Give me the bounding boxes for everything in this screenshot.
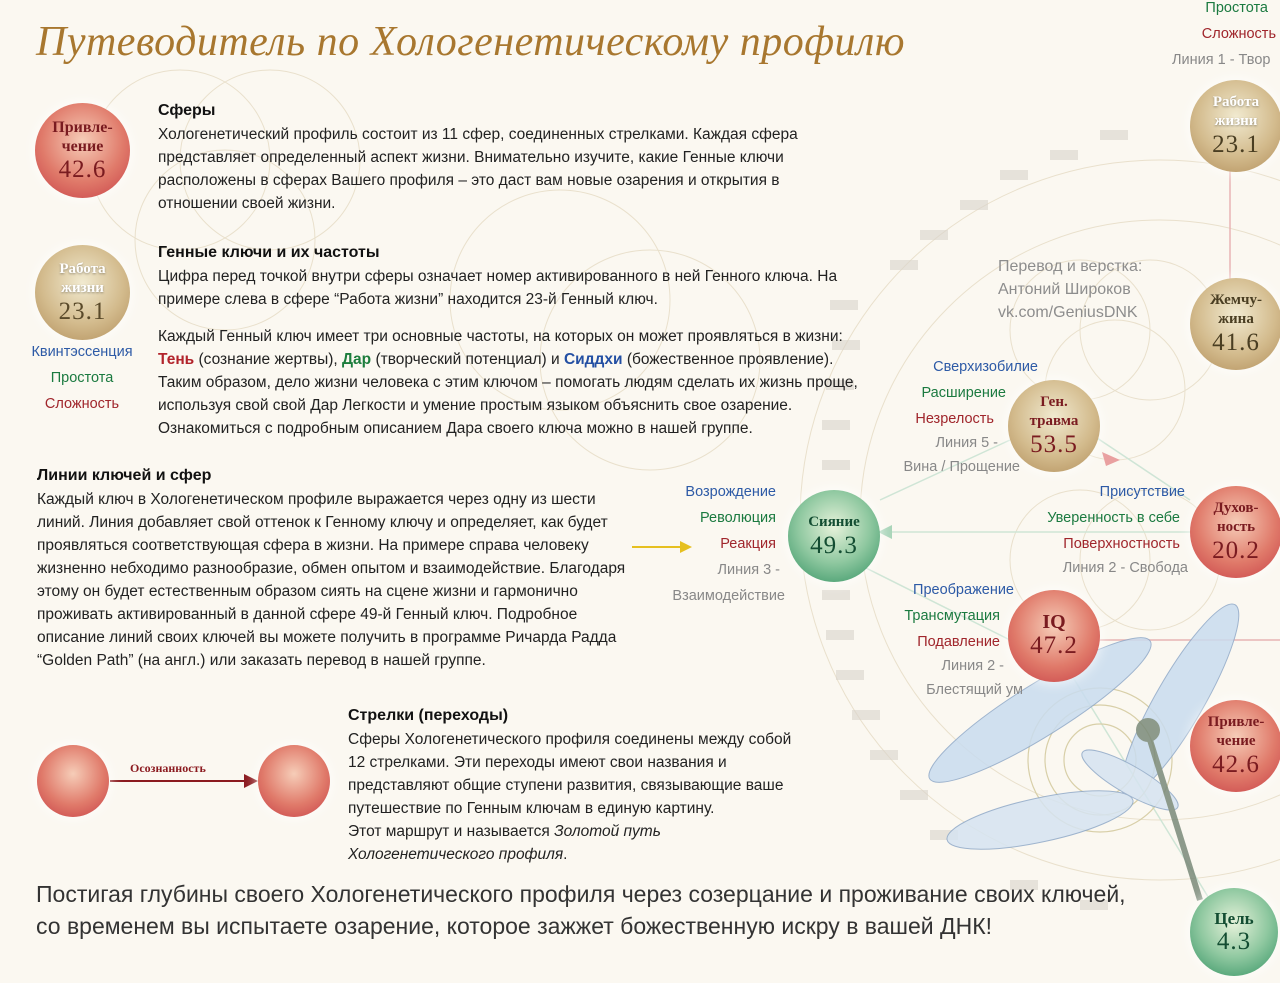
sphere-name: Духов- ность: [1213, 500, 1259, 535]
trauma-freq-3: Незрелость: [915, 411, 994, 427]
closing-statement: Постигая глубины своего Хологенетического профиля через созерцание и проживание своих ключей, со временем вы испытаете озарение, которое зажжет божественную искру в вашей ДНК!: [36, 881, 1126, 939]
freq-siddhi: Квинтэссенция: [31, 344, 133, 360]
top-right-line: Линия 1 - Твор: [1172, 52, 1271, 68]
lines-text: Каждый ключ в Хологенетическом профиле выражается через одну из шести линий. Линия добавляет свой оттенок к Генному ключу и определяет, как будет проявляться соответствующая сфера в жизни. На примере справа человеку жизненно небходимо разнообразие, обмен опытом и взаимодействие. Благодаря этому он будет естественным образом сиять на сцене жизни и гармонично проживать активированный в данной сфере 49-й Генный ключ. Подробное описание линий своих ключей вы можете получить в программе Ричарда Радда “Golden Path” (на англ.) или заказать перевод в нашей группе.: [37, 491, 626, 669]
arrows-text-end: .: [563, 846, 568, 863]
sphere-value: 53.5: [1030, 431, 1078, 458]
radiance-line-2: Взаимодействие: [672, 588, 785, 604]
sphere-name: Цель: [1214, 908, 1254, 928]
example-sphere-attraction: [35, 103, 130, 198]
spirit-freq-3: Поверхностность: [1063, 536, 1180, 552]
top-right-freq-1: Простота: [1205, 0, 1268, 16]
sphere-name: Ген. травма: [1029, 394, 1079, 429]
sphere-attraction: [1190, 700, 1280, 792]
sphere-value: 20.2: [1212, 537, 1260, 564]
sphere-name: Жемчу- жина: [1210, 292, 1262, 327]
page-title: Путеводитель по Хологенетическому профилю: [36, 19, 905, 65]
credit-line-2: Антоний Широков: [998, 281, 1131, 298]
trauma-freq-1: Сверхизобилие: [933, 359, 1038, 375]
sphere-radiance: [788, 490, 880, 582]
arrows-text: [348, 728, 808, 866]
sphere-lifework: [1190, 80, 1280, 172]
trauma-freq-2: Расширение: [921, 385, 1006, 401]
spirit-freq-1: Присутствие: [1099, 484, 1185, 500]
siddhi-word: Сиддхи: [563, 351, 623, 368]
sphere-iq: [1008, 590, 1100, 682]
spheres-heading: Сферы: [158, 102, 216, 119]
sphere-name: Работа жизни: [59, 260, 106, 296]
arrow-label: Осознанность: [130, 761, 206, 775]
sphere-spirit: [1190, 486, 1280, 578]
example-arrow-sphere-left: [37, 745, 109, 817]
trauma-line-2: Вина / Прощение: [903, 459, 1020, 475]
sphere-purpose: [1190, 888, 1278, 976]
iq-line: Линия 2 -: [941, 658, 1004, 674]
keys-heading: Генные ключи и их частоты: [158, 244, 380, 261]
shadow-desc: (сознание жертвы),: [194, 351, 343, 368]
sphere-value: 23.1: [1212, 131, 1260, 158]
sphere-name: Работа жизни: [1212, 94, 1260, 129]
iq-freq-1: Преображение: [913, 582, 1014, 598]
arrows-text-b: Этот маршрут и называется: [348, 823, 555, 840]
sphere-value: 23.1: [58, 297, 107, 325]
freq-shadow: Сложность: [44, 396, 120, 412]
radiance-freq-3: Реакция: [720, 536, 776, 552]
sphere-name: Привле- чение: [1207, 714, 1265, 749]
keys-text-1: Цифра перед точкой внутри сферы означает номер активированного в ней Генного ключа. На примере слева в сфере “Работа жизни” находится 23-й Генный ключ.: [158, 268, 838, 308]
keys-text-2b: Таким образом, дело жизни человека с этим ключом – помогать людям сделать их жизнь проще, используя свой свой Дар Легкости и умение простым языком объяснить свое озарение. Ознакомиться с подробным описанием Дара своего ключа можно в нашей группе.: [158, 374, 858, 437]
keys-text-2: [158, 325, 878, 440]
top-right-freq-2: Сложность: [1201, 26, 1276, 42]
arrows-text-a: Сферы Хологенетического профиля соединены между собой 12 стрелками. Эти переходы имеют свои названия и представляют общие ступени развития, связывающие ваше путешествие по Генным ключам в единую картину.: [348, 731, 792, 817]
gift-word: Дар: [342, 351, 372, 368]
example-sphere-lifework: [35, 245, 130, 340]
sphere-pearl: [1190, 278, 1280, 370]
example-arrow-sphere-right: [258, 745, 330, 817]
keys-text-2a: Каждый Генный ключ имеет три основные частоты, на которых он может проявляться в жизни:: [158, 328, 843, 345]
credit-line-1: Перевод и верстка:: [998, 258, 1143, 275]
radiance-line: Линия 3 -: [717, 562, 780, 578]
radiance-freq-2: Революция: [700, 510, 776, 526]
credit-block: [998, 255, 1142, 324]
spirit-line: Линия 2 - Свобода: [1062, 560, 1188, 576]
sphere-value: 47.2: [1030, 631, 1078, 659]
sphere-name: IQ: [1042, 610, 1066, 633]
freq-gift: Простота: [50, 370, 114, 386]
sphere-value: 41.6: [1212, 329, 1260, 356]
radiance-freq-1: Возрождение: [685, 484, 776, 500]
trauma-line: Линия 5 -: [935, 435, 998, 451]
golden-path-italic: Золотой путь Хологенетического профиля: [348, 823, 661, 863]
arrows-heading: Стрелки (переходы): [348, 707, 509, 724]
lines-heading: Линии ключей и сфер: [37, 467, 212, 484]
spirit-freq-2: Уверенность в себе: [1047, 510, 1180, 526]
sphere-value: 42.6: [1212, 751, 1260, 778]
iq-freq-3: Подавление: [917, 634, 1000, 650]
iq-line-2: Блестящий ум: [926, 682, 1023, 698]
credit-line-3: vk.com/GeniusDNK: [998, 304, 1138, 321]
sphere-trauma: [1008, 380, 1100, 472]
siddhi-desc: (божественное проявление).: [622, 351, 834, 368]
iq-freq-2: Трансмутация: [904, 608, 1000, 624]
sphere-value: 4.3: [1216, 927, 1252, 955]
sphere-value: 49.3: [810, 531, 858, 559]
shadow-word: Тень: [158, 351, 195, 368]
sphere-name: Привле- чение: [52, 118, 113, 155]
spheres-text: Хологенетический профиль состоит из 11 сфер, соединенных стрелками. Каждая сфера представляет определенный аспект жизни. Внимательно изучите, какие Генные ключи расположены в сферах Вашего профиля – это даст вам новые озарения и открытия в отношении своей жизни.: [158, 126, 798, 212]
sphere-value: 42.6: [58, 155, 107, 183]
gift-desc: (творческий потенциал) и: [371, 351, 564, 368]
sphere-name: Сияние: [808, 513, 860, 530]
